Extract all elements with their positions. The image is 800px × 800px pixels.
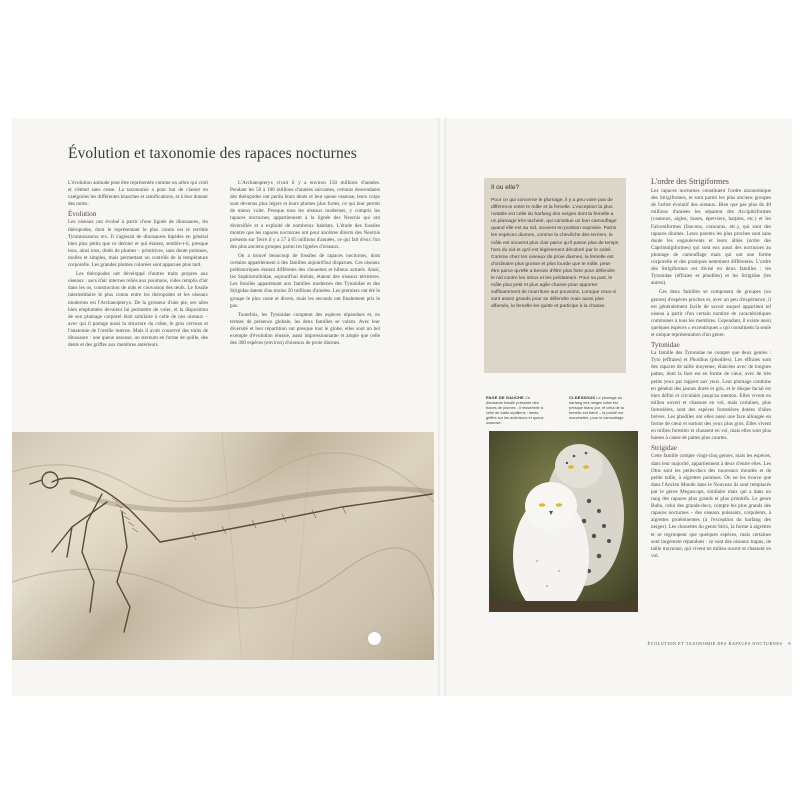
caption-left [486, 395, 544, 425]
body-paragraph: Cette famille compte vingt-cinq genres, mais les espèces, dans leur majorité, appartiennent à deux d'entre elles. Les Otus sont les petits-ducs des nouveaux mondes et de petite taille, à aigrettes pointues. On ne les trouve que dans l'Ancien Monde dans le Nouveau ils sont remplacés par le genre Megascops, similaire mais qui a dans un rang des rapaces plus grands et plus primitifs. Le genre Bubo, celui des grands-ducs, compte les plus grands des rapaces nocturnes – des oiseaux puissants, corpulents, à aigrettes proéminentes (à l'exception du harfang des neiges). Les chouettes du genre Strix, la forme à aigrettes et se regroupent que quelques espèces, mais certaines sont largement répandues : ce sont des oiseaux trapus, de taille moyenne, qui vivent en milieu ouvert et chassent en vol. [651, 453, 771, 559]
running-footer [619, 641, 791, 646]
body-paragraph: Les oiseaux ont évolué à partir d'une lignée de dinosaures, les théropodes, dont le représentant le plus connu est le terrible Tyrannosaurus rex. Il s'agissait de dinosaures bipèdes en général bien plus petits que ce dernier et qui étaient, semble-t-il, presque tous, ainsi tous, dotés de plumes – primitives, sans doute pointues, molles et simples, mais permettant un contrôle de la température corporelle. Les grandes plumes colorées sont apparues plus tard. [68, 219, 208, 269]
caption-text: Le plumage du harfang des neiges mâle est presque blanc pur, et celui de la femelle est barré – la pointe est mouchetée, pour le camouflage. [569, 395, 625, 420]
sidebar-text: Pour ce qui concerne le plumage, il y a peu voire pas de différence entre le mâle et la femelle. L'exception la plus notable est celle du harfang des neiges dont la femelle a un plumage très tacheté, qui constitue un bon camouflage quand elle est au nid, souvent en position exposée. Parmi les espèces diurnes, comme la chevêche des terriers, le mâle est souvent plus clair parce qu'il passe plus de temps hors du nid et qu'il est légèrement décoloré par le soleil. Comme chez les oiseaux de proie diurnes, la femelle est d'ordinaire plus grosse et plus lourde que le mâle, peut-être parce qu'elle a besoin d'être plus forte pour défendre le nid contre les intrus et les prédateurs. Pour sa part, le mâle plus petit et plus agile chasse pour apporter suffisamment de nourriture aux poussins. Lorsque ceux-ci sont assez grands pour se défendre mais aussi plus affamés, la femelle les quitte et participe à la chasse. [491, 198, 619, 310]
caption-text: Ce dinosaure fossile présente des traces de plumes : il ressemble à celle de traits reptiliens : dents, griffes sur les antérieurs et queue osseuse. [486, 395, 544, 425]
page-title: Évolution et taxonomie des rapaces nocturnes [68, 145, 357, 162]
body-paragraph: Les théropodes ont développé d'autres traits propres aux oiseaux : sacs d'air internes reliés aux poumons, vides remplis d'air dans les os, construction de nids et couvaison des œufs. Le fossile intermédiaire le plus connu entre les théropodes et les oiseaux modernes est l'Archaeopteryx. De la grosseur d'une pie, ses ailes bien emplumées devaient lui permettre de voler, et la disposition de son plumage corporel était similaire à celle de nos oiseaux – avec qui il partage aussi la structure du crâne, le gros cerveau et l'anatomie de l'oreille interne. Mais il avait conservé des traits de dinosaure : une queue osseuse, un sternum en forme de quille, des dents et des griffes aux membres antérieurs. [68, 271, 208, 349]
section-heading-evolution: Évolution [68, 210, 97, 219]
body-paragraph: La famille des Tytonidae ne compte que deux genres : Tyto (effraies) et Phodilus (phodiles). Les effraies sont des rapaces de taille moyenne, élancées avec de longues pattes, dont la face est en forme de cœur, avec de très petits yeux par rapport aux yeux. Leur plumage combine en général des jaunes dorés et gris, et le disque facial est bien défini et circulaire jusqu'au menton. Elles vivent en milieu ouvert et chassent en vol, mais certaines, plus forestières, sont des espèces forestières dotées d'ailes brèves. Les phodiles ont elles aussi une face allongée en forme de cœur et surtout des yeux plus gros. Elles vivent en milieu forestier et chassent en vol, mais elles sont plus basses à cause de pattes plus courtes. [651, 350, 771, 442]
fossil-illustration [12, 432, 434, 660]
right-column [651, 178, 771, 562]
section-heading-strigidae: Strigidae [651, 444, 677, 453]
intro-paragraph: L'évolution animale peut être représentée comme un arbre qui croît et s'étend sans cesse. La taxonomie a pour but de classer en catégories les différentes branches et ramifications, et à leur donner des noms. [68, 180, 208, 208]
body-paragraph: Toutefois, les Tytonidae comptent des espèces répandues et, en termes de présence globale, les deux familles se valent. Avec leur diversité et leur répartition sur presque tout le globe, elles sont un bel exemple d'évolution réussie, aussi impressionnante et ample que celle des 300 espèces (environ) d'oiseaux de proie diurnes. [230, 311, 380, 347]
page-number: 9 [788, 641, 791, 646]
section-heading-strigiformes: L'ordre des Strigiformes [651, 177, 729, 186]
section-heading-tytonidae: Tytonidae [651, 341, 680, 350]
book-gutter [438, 118, 446, 696]
left-column-2 [230, 180, 380, 349]
left-column-1 [68, 180, 208, 351]
body-paragraph: Ces deux familles se composent de groupes (ou genres) d'espèces proches et, avec un peu d'expérience, il est généralement facile de savoir auquel appartient tel oiseau à partir d'un certain nombre de caractéristiques communes à tous les membres. Cependant, il existe aussi quelques espèces « excentriques » qui constituent la seule et unique représentation d'un genre. [651, 289, 771, 338]
caption-label: CI-DESSOUS [569, 395, 596, 400]
body-paragraph: L'Archaeopteryx vivait il y a environ 150 millions d'années. Pendant les 50 à 100 millions d'années suivantes, certains descendants des théropodes ont perdu leurs dents et leur queue osseuse, leurs corps sont devenus plus légers et leurs plumes plus fortes, ce qui leur permit de mieux voler. Presque tous les oiseaux modernes, y compris les rapaces nocturnes, appartiennent à la lignée des Neornis qui ont diversifiés et a exploité de nombreux habitats. L'étude des fossiles montre que les rapaces nocturnes ont pour ancêtres directs des Neornis présents sur Terre il y a 57 à 65 millions d'années, ce qui fait d'eux l'un des plus anciens groupes parmi les lignées d'oiseaux. [230, 180, 380, 250]
snowy-owls-illustration [489, 431, 638, 612]
snowy-owl-photo [489, 431, 638, 612]
sidebar-title: Il ou elle? [491, 184, 520, 191]
fossil-photo [12, 432, 434, 660]
body-paragraph: Les rapaces nocturnes constituent l'ordre taxonomique des Strigiformes, et sont parmi les plus anciens groupes de l'arbre évolutif des oiseaux. Bien que pas plus de 40 millions d'années les séparent des Accipitriformes (vautours, aigles, buses, éperviers, harpies, etc.) et les Falconiformes (faucons, caracaras, etc.), qui sont des rapaces diurnes. Leurs parents les plus proches sont sans doute les engoulevents et leurs alliés (ordre des Caprimulgiformes) qui sont eux aussi des nocturnes au plumage de camouflage mais qui ont une forme corporelle et des pratiques nettement différentes. L'ordre des Strigiformes est divisé en deux familles : les Tytonidae (effraies et phodiles) et les Strigidae (les autres). [651, 188, 771, 287]
page-marker-dot [368, 632, 381, 645]
footer-text: ÉVOLUTION ET TAXONOMIE DES RAPACES NOCTURNES [647, 641, 783, 646]
caption-label: PAGE DE GAUCHE [486, 395, 524, 400]
body-paragraph: On a trouvé beaucoup de fossiles de rapaces nocturnes, dont certains appartiennent à des familles aujourd'hui disparues. Ces oiseaux préhistoriques étaient différents des chouettes et hiboux actuels. Ainsi, les Sophiornithidae, aujourd'hui éteints, étaient des oiseaux terrestres. Les fossiles appartenant aux familles modernes des Tytonidae et des Strigidae datent d'au moins 20 millions d'années. Les premiers ont été le groupe le plus vaste et divers, mais les seconds ont finalement pris le pas. [230, 252, 380, 309]
caption-below [569, 395, 627, 420]
